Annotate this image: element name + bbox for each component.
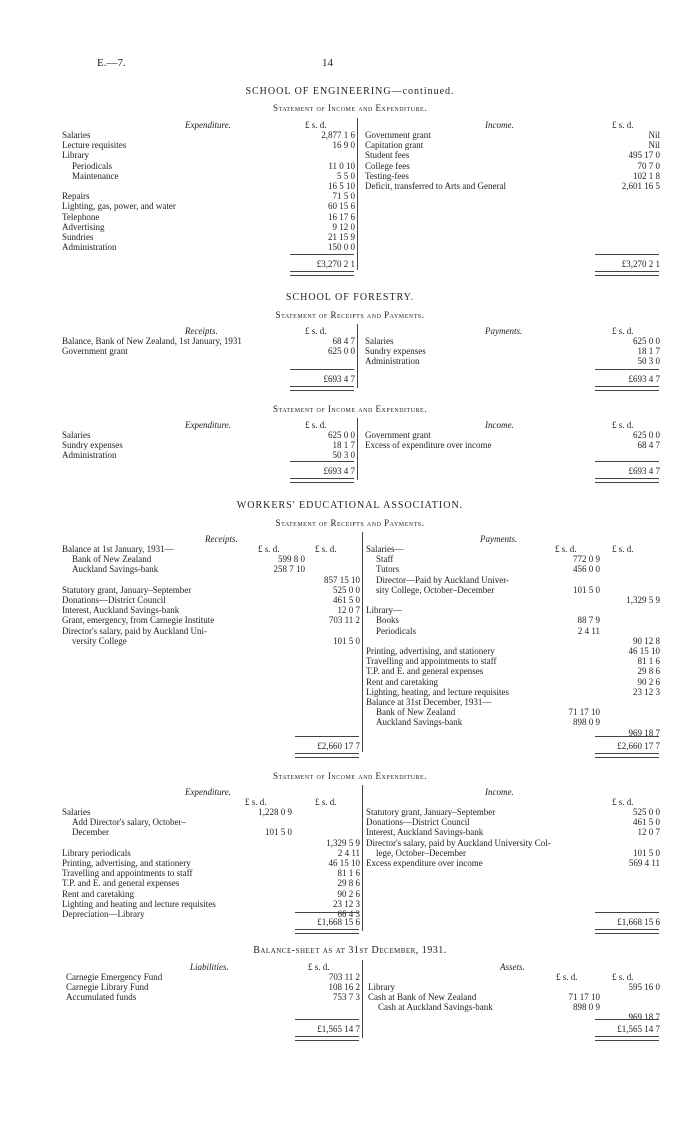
wea-dbl-l xyxy=(295,753,359,758)
forestry-ie-total-l: £693 4 7 xyxy=(323,466,355,476)
row-subamount: 101 5 0 xyxy=(573,584,600,595)
row-amount: 81 1 6 xyxy=(637,656,660,667)
row-amount: 81 1 6 xyxy=(337,868,360,879)
row-label: Cash at Auckland Savings-bank xyxy=(378,1002,493,1012)
row-label: Staff xyxy=(376,554,394,565)
row-subamount: 2 4 11 xyxy=(577,625,600,636)
report-code: E.—7. xyxy=(97,57,126,69)
row-label: Student fees xyxy=(365,150,410,161)
forestry-ie-total-r: £693 4 7 xyxy=(628,466,660,476)
row-label: Travelling and appointments to staff xyxy=(366,656,497,667)
row-label: Grant, emergency, from Carnegie Institute xyxy=(62,615,215,626)
row-amount: 90 2 6 xyxy=(637,676,660,687)
wea-ie-total-l: £1,668 15 6 xyxy=(317,917,360,927)
row-amount: 16 9 0 xyxy=(332,140,355,151)
row-amount: 21 15 9 xyxy=(328,232,355,242)
row-label: Library xyxy=(62,150,89,161)
row-amount: 595 16 0 xyxy=(628,982,660,992)
bs-dbl-r xyxy=(595,1036,659,1041)
row-label: Capitation grant xyxy=(365,140,424,151)
row-label: Printing, advertising, and stationery xyxy=(366,646,495,656)
wea-lsd-b: £ s. d. xyxy=(315,544,337,554)
row-amount: 18 1 7 xyxy=(637,346,660,356)
wea-ie-total-r: £1,668 15 6 xyxy=(617,917,660,927)
wea-lsd-g: £ s. d. xyxy=(612,797,634,807)
eng-dbl-l xyxy=(290,271,354,276)
row-amount: Nil xyxy=(648,140,660,151)
row-label: Balance, Bank of New Zealand, 1st January, 1931 xyxy=(62,336,242,346)
for-dbl-l xyxy=(290,386,354,391)
forestry-ie-divider xyxy=(357,418,358,480)
row-label: Sundries xyxy=(62,232,94,242)
page-number: 14 xyxy=(322,57,333,69)
row-amount: 18 1 7 xyxy=(332,440,355,450)
eng-subtitle: Statement of Income and Expenditure. xyxy=(273,103,427,113)
row-label: versity College xyxy=(72,635,127,646)
wea-lsd-j: £ s. d. xyxy=(612,972,634,982)
row-label: Sundry expenses xyxy=(62,440,123,450)
row-amount: 625 0 0 xyxy=(633,336,660,346)
row-amount: 5 5 0 xyxy=(337,170,355,181)
wea-lsd-d: £ s. d. xyxy=(612,544,634,554)
wea-title: WORKERS' EDUCATIONAL ASSOCIATION. xyxy=(236,500,464,511)
forestry-pay-head: Payments. xyxy=(485,326,523,336)
row-amount: 46 15 10 xyxy=(628,646,660,656)
row-subamount: 898 0 9 xyxy=(573,1002,600,1012)
row-label: Interest, Auckland Savings-bank xyxy=(62,605,180,616)
for-rule-r xyxy=(595,369,659,370)
row-label: lege, October–December xyxy=(376,847,466,858)
row-amount: 461 5 0 xyxy=(333,595,360,605)
forestry-ie-subtitle: Statement of Income and Expenditure. xyxy=(273,404,427,414)
forestry-exp-head: Expenditure. xyxy=(185,420,231,430)
row-amount: 16 5 10 xyxy=(328,181,355,191)
row-subamount: 101 5 0 xyxy=(265,827,292,838)
row-amount: 60 15 6 xyxy=(328,201,355,212)
wea-rp-divider xyxy=(362,532,363,752)
wea-liab-head: Liabilities. xyxy=(190,962,229,972)
row-label: Administration xyxy=(62,450,117,460)
row-amount: 969 18 7 xyxy=(628,1012,660,1022)
row-label: Accumulated funds xyxy=(66,992,137,1002)
row-label: Rent and caretaking xyxy=(366,676,438,687)
wea-pay-head: Payments. xyxy=(480,534,518,544)
wea-exp-head: Expenditure. xyxy=(185,787,231,797)
row-label: Repairs xyxy=(62,191,90,202)
wea-bs-total-l: £1,565 14 7 xyxy=(317,1024,360,1034)
row-amount: 23 12 3 xyxy=(333,898,360,909)
row-label: Balance at 1st January, 1931— xyxy=(62,544,174,554)
row-subamount: 456 0 0 xyxy=(573,564,600,575)
row-amount: 50 3 0 xyxy=(637,356,660,366)
wea2-rule-l xyxy=(295,912,359,913)
row-amount: 625 0 0 xyxy=(328,430,355,440)
row-amount: Nil xyxy=(648,130,660,140)
row-amount: 1,329 5 9 xyxy=(326,837,360,848)
wea-rp-subtitle: Statement of Receipts and Payments. xyxy=(275,518,425,528)
row-label: Lighting, heating, and lecture requisites xyxy=(366,686,509,697)
row-amount: 9 12 0 xyxy=(332,221,355,232)
row-label: Salaries xyxy=(62,430,91,440)
row-label: Director—Paid by Auckland Univer- xyxy=(376,574,510,585)
row-label: Travelling and appointments to staff xyxy=(62,868,193,879)
row-subamount: 599 8 0 xyxy=(278,554,305,565)
row-label: Salaries xyxy=(62,130,91,140)
forestry-rp-divider xyxy=(357,324,358,388)
row-label: Auckland Savings-bank xyxy=(72,564,159,575)
row-label: Bank of New Zealand xyxy=(376,707,456,718)
wea-rec-head: Receipts. xyxy=(205,534,238,544)
wea-assets-head: Assets. xyxy=(500,962,525,972)
row-amount: 11 0 10 xyxy=(328,160,355,171)
wea-lsd-e: £ s. d. xyxy=(245,797,267,807)
wea-lsd-a: £ s. d. xyxy=(258,544,280,554)
bs-rule-l xyxy=(295,1019,359,1020)
row-amount: 525 0 0 xyxy=(633,807,660,817)
row-label: Excess of expenditure over income xyxy=(365,440,492,450)
row-label: Sundry expenses xyxy=(365,346,426,356)
row-amount: 2,877 1 6 xyxy=(321,130,355,140)
row-amount: 101 5 0 xyxy=(333,635,360,646)
row-label: Director's salary, paid by Auckland University Col- xyxy=(366,837,551,848)
row-amount: 2,601 16 5 xyxy=(621,181,660,191)
for2-rule-l xyxy=(290,461,354,462)
row-label: Periodicals xyxy=(72,160,112,171)
forestry-lsd-r2: £ s. d. xyxy=(612,420,634,430)
forestry-inc-head: Income. xyxy=(485,420,514,430)
row-amount: 969 18 7 xyxy=(628,727,660,738)
row-label: Lighting and heating and lecture requisites xyxy=(62,898,216,909)
row-amount: 625 0 0 xyxy=(328,346,355,356)
row-label: Telephone xyxy=(62,211,100,222)
wea2-dbl-l xyxy=(295,929,359,934)
eng-rule-r xyxy=(595,254,659,255)
wea-ie-subtitle: Statement of Income and Expenditure. xyxy=(273,771,427,781)
forestry-title: SCHOOL OF FORESTRY. xyxy=(285,292,415,303)
row-label: Advertising xyxy=(62,221,105,232)
wea-lsd-i: £ s. d. xyxy=(556,972,578,982)
row-amount: 90 12 8 xyxy=(633,635,660,646)
row-amount: 71 5 0 xyxy=(332,191,355,202)
eng-title: SCHOOL OF ENGINEERING—continued. xyxy=(245,86,455,97)
row-label: Government grant xyxy=(365,130,431,140)
row-amount: 2 4 11 xyxy=(337,847,360,858)
wea-bs-title: Balance-sheet as at 31st December, 1931. xyxy=(253,945,447,956)
row-label: Add Director's salary, October– xyxy=(72,817,186,828)
row-label: Administration xyxy=(62,242,117,253)
row-amount: 46 15 10 xyxy=(328,858,360,868)
row-amount: 50 3 0 xyxy=(332,450,355,460)
row-amount: 108 16 2 xyxy=(328,982,360,992)
wea-bs-total-r: £1,565 14 7 xyxy=(617,1024,660,1034)
for2-dbl-r xyxy=(595,478,659,483)
eng-lsd-right: £ s. d. xyxy=(612,120,634,130)
row-label: Bank of New Zealand xyxy=(72,554,152,565)
row-label: Government grant xyxy=(365,430,431,440)
row-label: Periodicals xyxy=(376,625,416,636)
row-label: Auckland Savings-bank xyxy=(376,717,463,728)
wea-rp-total-r: £2,660 17 7 xyxy=(617,741,660,751)
eng-rule-l xyxy=(290,254,354,255)
wea-bs-divider xyxy=(362,960,363,1038)
row-amount: 753 7 3 xyxy=(333,992,360,1002)
forestry-rp-total-r: £693 4 7 xyxy=(628,374,660,384)
wea2-dbl-r xyxy=(595,929,659,934)
row-amount: 70 7 0 xyxy=(637,160,660,171)
row-label: Statutory grant, January–September xyxy=(366,807,496,817)
row-amount: 625 0 0 xyxy=(633,430,660,440)
row-label: Excess expenditure over income xyxy=(366,858,483,868)
row-label: Library periodicals xyxy=(62,847,131,858)
row-label: Testing-fees xyxy=(365,170,409,181)
row-amount: 12 0 7 xyxy=(337,605,360,616)
row-amount: 68 4 7 xyxy=(332,336,355,346)
row-subamount: 71 17 10 xyxy=(568,992,600,1002)
wea-inc-head: Income. xyxy=(485,787,514,797)
row-amount: 857 15 10 xyxy=(324,574,360,585)
forestry-lsd-r: £ s. d. xyxy=(612,326,634,336)
row-label: Carnegie Library Fund xyxy=(66,982,149,992)
forestry-lsd-l2: £ s. d. xyxy=(305,420,327,430)
wea-lsd-f: £ s. d. xyxy=(315,797,337,807)
forestry-rp-total-l: £693 4 7 xyxy=(323,374,355,384)
row-amount: 101 5 0 xyxy=(633,847,660,858)
row-label: Salaries xyxy=(365,336,394,346)
row-label: Donations—District Council xyxy=(62,595,166,605)
row-label: December xyxy=(72,827,109,838)
eng-exp-head: Expenditure. xyxy=(185,120,231,130)
row-label: Lighting, gas, power, and water xyxy=(62,201,176,212)
row-label: Printing, advertising, and stationery xyxy=(62,858,191,868)
row-label: Depreciation—Library xyxy=(62,909,145,919)
row-amount: 90 2 6 xyxy=(337,888,360,899)
wea-rule-l xyxy=(295,736,359,737)
wea2-rule-r xyxy=(595,912,659,913)
eng-divider xyxy=(357,118,358,270)
row-label: Balance at 31st December, 1931— xyxy=(366,697,492,707)
wea-rule-r xyxy=(595,736,659,737)
row-label: Interest, Auckland Savings-bank xyxy=(366,827,484,838)
row-amount: 703 11 2 xyxy=(328,972,360,982)
bs-dbl-l xyxy=(295,1036,359,1041)
eng-total-r: £3,270 2 1 xyxy=(621,259,660,269)
wea-lsd-c: £ s. d. xyxy=(555,544,577,554)
row-label: College fees xyxy=(365,160,410,171)
forestry-rec-head: Receipts. xyxy=(185,326,218,336)
row-label: Deficit, transferred to Arts and General xyxy=(365,181,506,191)
eng-lsd-left: £ s. d. xyxy=(305,120,327,130)
row-amount: 461 5 0 xyxy=(633,817,660,828)
row-label: Donations—District Council xyxy=(366,817,470,828)
row-label: Director's salary, paid by Auckland Uni- xyxy=(62,625,207,636)
row-amount: 569 4 11 xyxy=(628,858,660,868)
eng-dbl-r xyxy=(595,271,659,276)
row-amount: 12 0 7 xyxy=(637,827,660,838)
row-amount: 16 17 6 xyxy=(328,211,355,222)
row-label: Library— xyxy=(366,605,402,616)
row-amount: 29 8 6 xyxy=(337,878,360,889)
row-amount: 703 11 2 xyxy=(328,615,360,626)
row-label: Cash at Bank of New Zealand xyxy=(368,992,477,1002)
row-amount: 150 0 0 xyxy=(328,242,355,253)
eng-total-l: £3,270 2 1 xyxy=(316,259,355,269)
row-subamount: 772 0 9 xyxy=(573,554,600,565)
for2-rule-r xyxy=(595,461,659,462)
row-label: Rent and caretaking xyxy=(62,888,134,899)
for-rule-l xyxy=(290,369,354,370)
row-subamount: 71 17 10 xyxy=(568,707,600,718)
row-subamount: 1,228 0 9 xyxy=(258,807,292,817)
row-label: T.P. and E. and general expenses xyxy=(62,878,180,889)
row-amount: 29 8 6 xyxy=(637,666,660,677)
row-label: Lecture requisites xyxy=(62,140,127,151)
row-label: Administration xyxy=(365,356,420,366)
row-amount: 1,329 5 9 xyxy=(626,595,660,605)
forestry-lsd-l: £ s. d. xyxy=(305,326,327,336)
row-label: Salaries— xyxy=(366,544,404,554)
row-label: Statutory grant, January–September xyxy=(62,584,192,595)
bs-rule-r xyxy=(595,1019,659,1020)
row-label: Maintenance xyxy=(72,170,119,181)
row-label: Government grant xyxy=(62,346,128,356)
row-subamount: 258 7 10 xyxy=(273,564,305,575)
row-amount: 68 4 7 xyxy=(637,440,660,450)
row-label: T.P. and E. and general expenses xyxy=(366,666,484,677)
wea-rp-total-l: £2,660 17 7 xyxy=(317,741,360,751)
row-label: Books xyxy=(376,615,400,626)
row-amount: 495 17 0 xyxy=(628,150,660,161)
row-label: Carnegie Emergency Fund xyxy=(66,972,163,982)
wea-ie-divider xyxy=(362,785,363,931)
eng-inc-head: Income. xyxy=(485,120,514,130)
forestry-rp-subtitle: Statement of Receipts and Payments. xyxy=(275,310,425,320)
row-amount: 66 4 3 xyxy=(337,909,360,919)
row-label: Tutors xyxy=(376,564,400,575)
wea-dbl-r xyxy=(595,753,659,758)
for2-dbl-l xyxy=(290,478,354,483)
row-label: Salaries xyxy=(62,807,91,817)
row-amount: 23 12 3 xyxy=(633,686,660,697)
wea-lsd-h: £ s. d. xyxy=(308,962,330,972)
row-subamount: 898 0 9 xyxy=(573,717,600,728)
for-dbl-r xyxy=(595,386,659,391)
row-subamount: 88 7 9 xyxy=(577,615,600,626)
row-amount: 525 0 0 xyxy=(333,584,360,595)
row-label: Library xyxy=(368,982,395,992)
row-amount: 102 1 8 xyxy=(633,170,660,181)
row-label: sity College, October–December xyxy=(376,584,495,595)
